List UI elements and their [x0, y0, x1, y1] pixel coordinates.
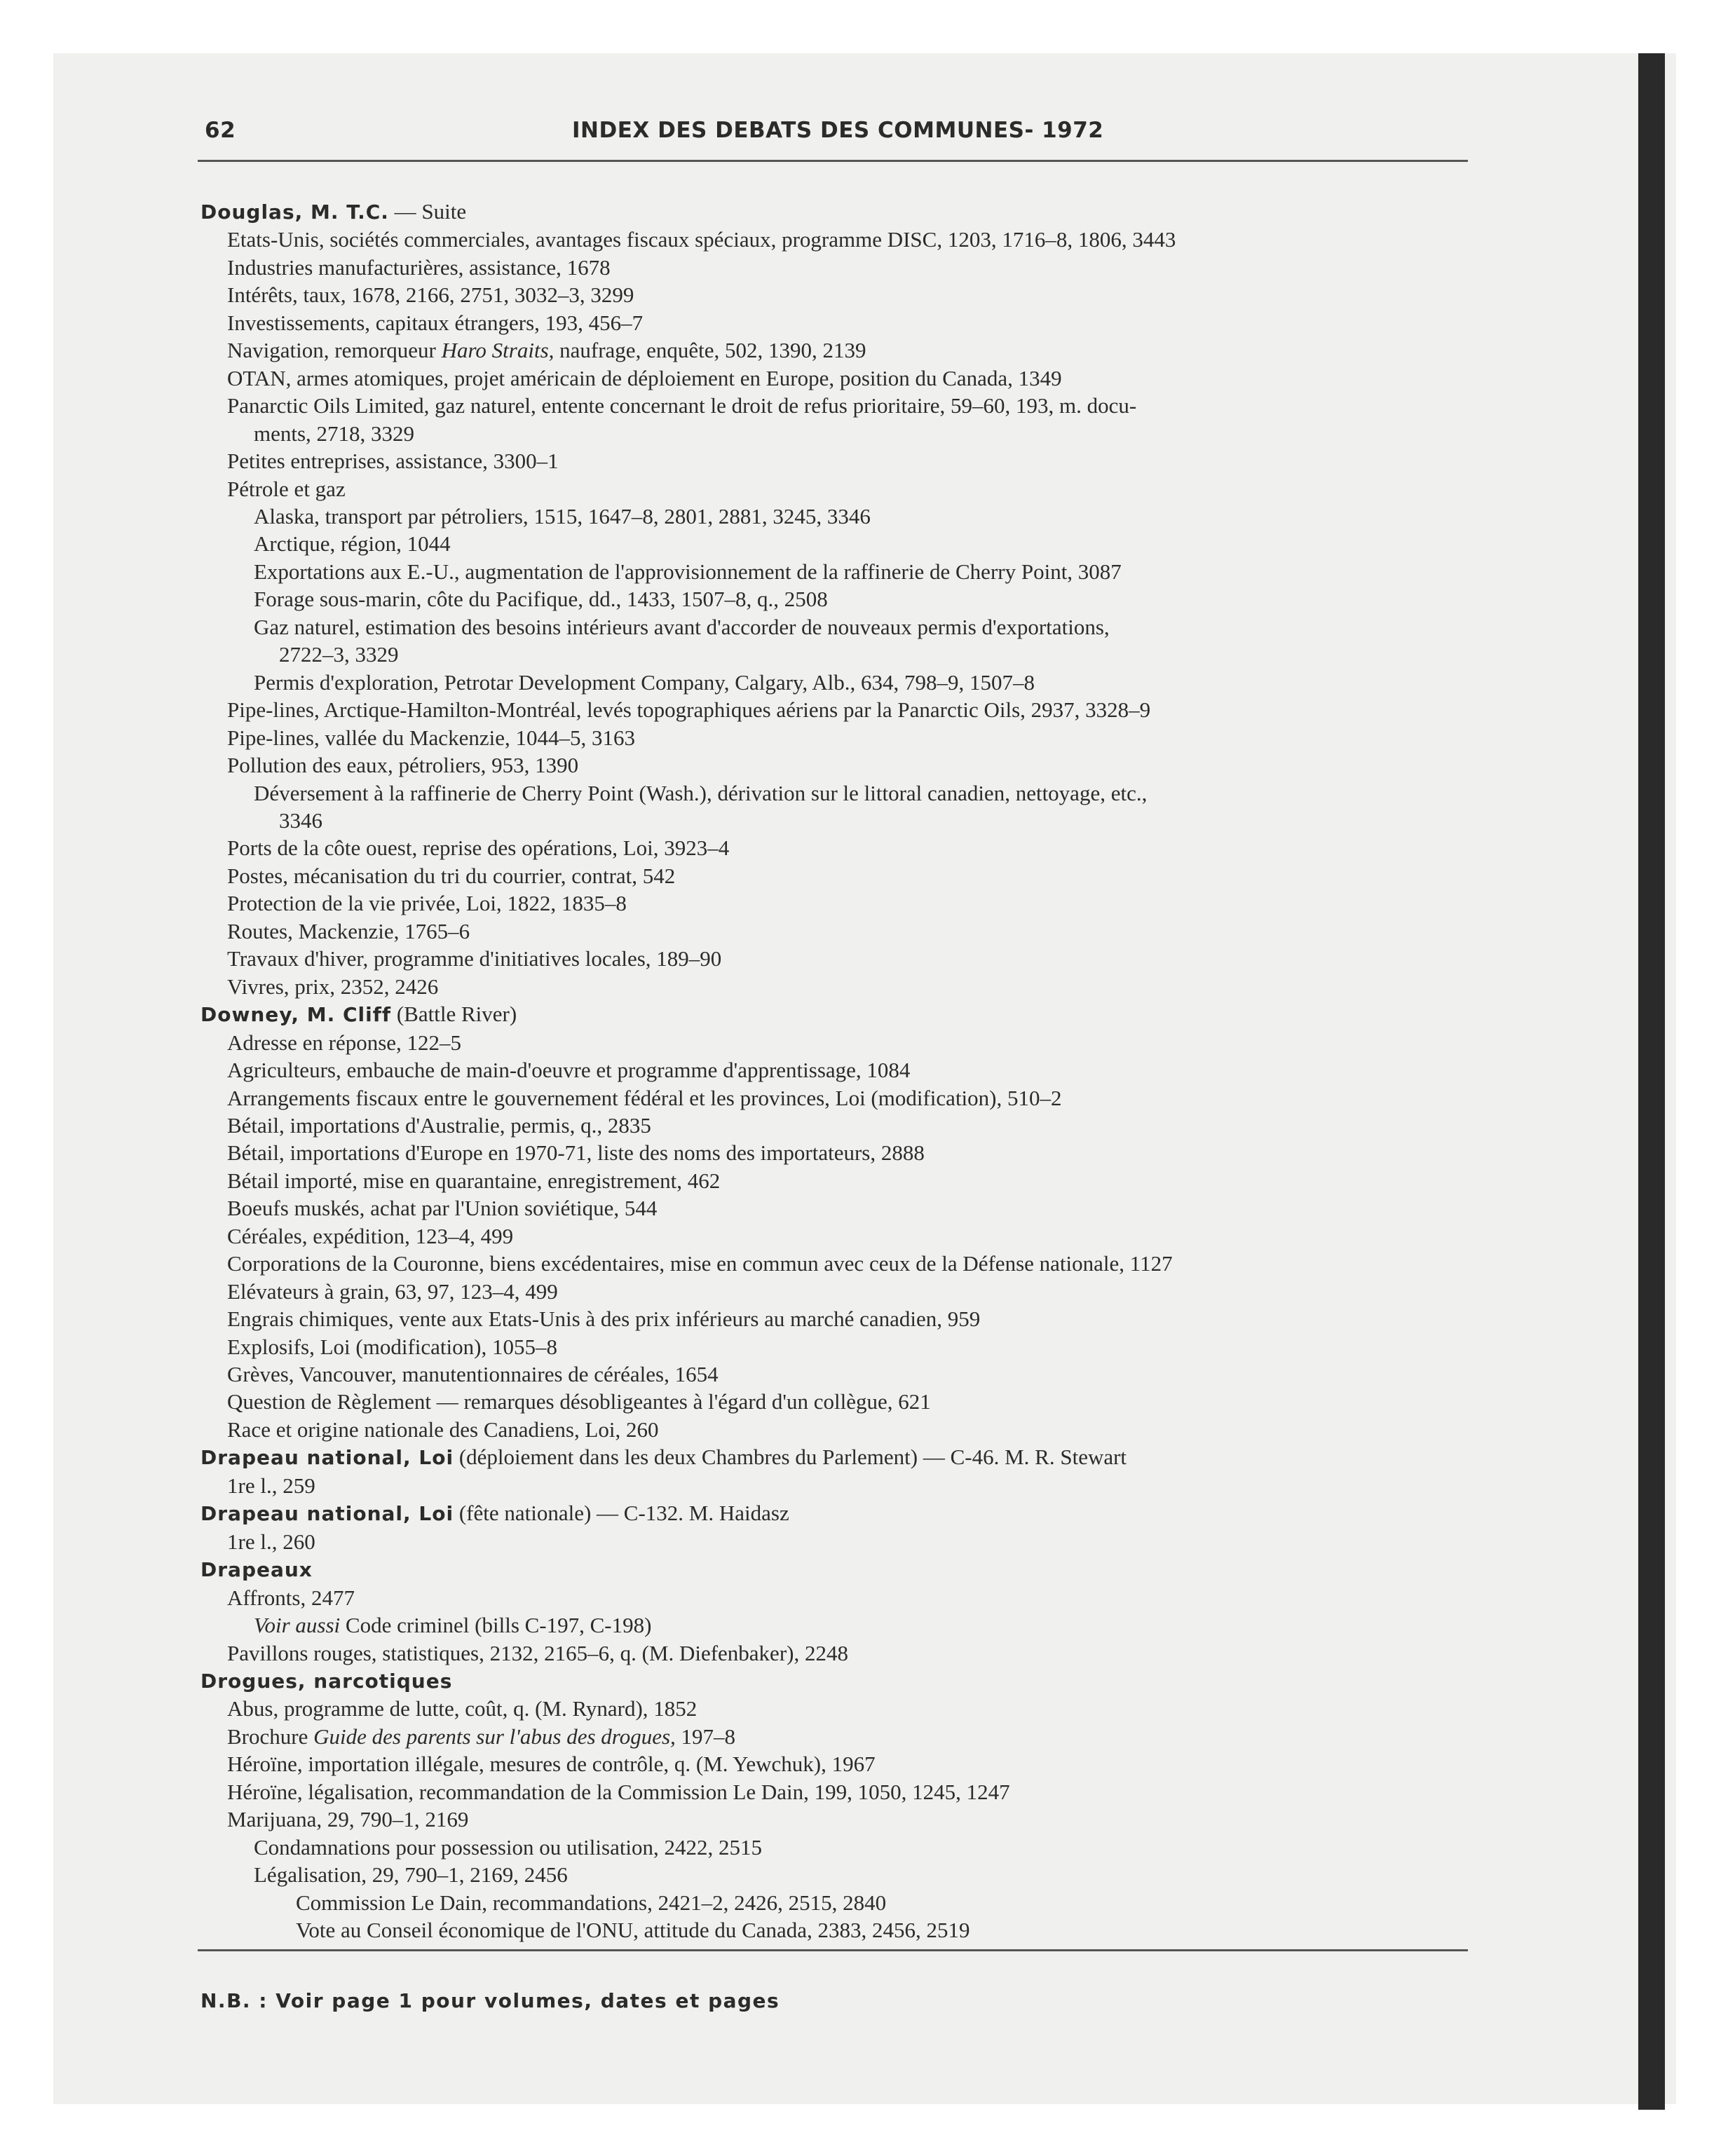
entry-text: 1re l., 260: [227, 1529, 315, 1554]
entry-text: Panarctic Oils Limited, gaz naturel, entente concernant le droit de refus prioritaire, 59–60, 193, m. docu-: [227, 393, 1137, 418]
entry-text: Petites entreprises, assistance, 3300–1: [227, 449, 559, 474]
index-subentry: [200, 834, 1469, 861]
entry-text: Arrangements fiscaux entre le gouvernement fédéral et les provinces, Loi (modification), 510–2: [227, 1085, 1062, 1110]
entry-text: (déploiement dans les deux Chambres du Parlement) — C-46. M. R. Stewart: [454, 1445, 1127, 1470]
entry-text: Intérêts, taux, 1678, 2166, 2751, 3032–3, 3299: [227, 282, 634, 308]
entry-text: (fête nationale) — C-132. M. Haidasz: [454, 1501, 789, 1526]
entry-text: Forage sous-marin, côte du Pacifique, dd., 1433, 1507–8, q., 2508: [254, 587, 828, 612]
entry-text: Travaux d'hiver, programme d'initiatives locales, 189–90: [227, 946, 722, 971]
heading-name: Drapeau national, Loi: [200, 1446, 454, 1470]
entry-text: Gaz naturel, estimation des besoins intérieurs avant d'accorder de nouveaux permis d'exportations,: [254, 614, 1110, 639]
entry-text: Adresse en réponse, 122–5: [227, 1030, 462, 1055]
entry-text: Code criminel (bills C-197, C-198): [340, 1613, 652, 1638]
index-subentry: [200, 1889, 1469, 1916]
index-subentry: [200, 889, 1469, 917]
index-subentry: [200, 751, 1469, 779]
entry-text: Pétrole et gaz: [227, 476, 346, 501]
index-heading: [200, 1667, 1469, 1695]
index-subentry: [200, 1056, 1469, 1084]
index-subentry: [200, 973, 1469, 1000]
entry-text: Bétail importé, mise en quarantaine, enregistrement, 462: [227, 1168, 721, 1193]
page-title: INDEX DES DEBATS DES COMMUNES- 1972: [572, 118, 1104, 143]
index-subentry: [200, 447, 1469, 475]
index-subentry: [200, 1360, 1469, 1388]
italic-title: Haro Straits,: [441, 338, 554, 363]
index-subentry: [200, 641, 1469, 668]
entry-text: Céréales, expédition, 123–4, 499: [227, 1223, 514, 1248]
index-subentry: [200, 530, 1469, 557]
index-subentry: [200, 1084, 1469, 1112]
index-subentry: [200, 420, 1469, 447]
index-subentry: [200, 1806, 1469, 1833]
index-subentry: [200, 558, 1469, 585]
cross-reference: Voir aussi: [254, 1613, 341, 1638]
entry-text: 197–8: [675, 1724, 736, 1749]
document-page: [198, 0, 1474, 2156]
entry-text: Elévateurs à grain, 63, 97, 123–4, 499: [227, 1278, 558, 1304]
index-subentry: [200, 1778, 1469, 1806]
index-subentry: [200, 585, 1469, 613]
index-subentry: [200, 696, 1469, 723]
heading-name: Drogues, narcotiques: [200, 1670, 453, 1693]
footnote: N.B. : Voir page 1 pour volumes, dates et pages: [200, 1989, 780, 2012]
entry-text: Industries manufacturières, assistance, 1678: [227, 254, 611, 280]
entry-text: Bétail, importations d'Australie, permis, q., 2835: [227, 1112, 651, 1138]
entry-text: Explosifs, Loi (modification), 1055–8: [227, 1334, 557, 1359]
entry-text: 2722–3, 3329: [279, 642, 399, 667]
heading-name: Drapeau national, Loi: [200, 1502, 454, 1526]
index-subentry: [200, 336, 1469, 364]
heading-name: Douglas, M. T.C.: [200, 200, 389, 224]
index-subentry: [200, 1584, 1469, 1611]
entry-text: Boeufs muskés, achat par l'Union soviétique, 544: [227, 1196, 658, 1221]
index-subentry: [200, 364, 1469, 392]
index-subentry: [200, 503, 1469, 530]
index-subentry: [200, 1029, 1469, 1056]
index-subentry: [200, 1278, 1469, 1305]
index-subentry: [200, 1528, 1469, 1555]
entry-text: Race et origine nationale des Canadiens, Loi, 260: [227, 1417, 659, 1442]
entry-text: Pipe-lines, Arctique-Hamilton-Montréal, levés topographiques aériens par la Panarctic Oils, 2937, 3328–9: [227, 697, 1151, 723]
entry-text: naufrage, enquête, 502, 1390, 2139: [554, 338, 866, 363]
entry-text: — Suite: [388, 199, 467, 224]
index-subentry: [200, 1472, 1469, 1499]
index-heading: [200, 1555, 1469, 1583]
index-subentry: [200, 917, 1469, 945]
index-subentry: [200, 281, 1469, 308]
entry-text: Question de Règlement — remarques désobligeantes à l'égard d'un collègue, 621: [227, 1389, 931, 1414]
entry-text: Postes, mécanisation du tri du courrier, contrat, 542: [227, 863, 676, 888]
entry-text: Condamnations pour possession ou utilisation, 2422, 2515: [254, 1834, 763, 1860]
index-subentry: [200, 1305, 1469, 1332]
index-subentry: [200, 1333, 1469, 1360]
index-subentry: [200, 309, 1469, 336]
entry-text: Bétail, importations d'Europe en 1970-71, liste des noms des importateurs, 2888: [227, 1140, 925, 1166]
entry-text: Brochure: [227, 1724, 314, 1749]
index-subentry: [200, 1112, 1469, 1139]
index-subentry: [200, 1639, 1469, 1667]
index-subentry: [200, 226, 1469, 253]
index-subentry: [200, 392, 1469, 419]
heading-name: Downey, M. Cliff: [200, 1003, 392, 1027]
entry-text: Navigation, remorqueur: [227, 338, 442, 363]
index-subentry: [200, 613, 1469, 641]
page-header: [200, 114, 1467, 150]
index-subentry: [200, 1139, 1469, 1166]
index-subentry: [200, 1750, 1469, 1778]
italic-title: Guide des parents sur l'abus des drogues,: [313, 1724, 676, 1749]
index-subentry: [200, 945, 1469, 972]
entry-text: Pollution des eaux, pétroliers, 953, 1390: [227, 753, 579, 778]
index-subentry: [200, 1222, 1469, 1250]
header-divider: [198, 160, 1468, 162]
entry-text: Légalisation, 29, 790–1, 2169, 2456: [254, 1862, 568, 1888]
entry-text: Agriculteurs, embauche de main-d'oeuvre et programme d'apprentissage, 1084: [227, 1058, 911, 1083]
entry-text: Grèves, Vancouver, manutentionnaires de céréales, 1654: [227, 1362, 719, 1387]
entry-text: Abus, programme de lutte, coût, q. (M. Rynard), 1852: [227, 1696, 698, 1721]
entry-text: Commission Le Dain, recommandations, 2421–2, 2426, 2515, 2840: [296, 1890, 887, 1915]
page-number: 62: [205, 118, 236, 143]
entry-text: 3346: [279, 807, 322, 833]
entry-text: Vote au Conseil économique de l'ONU, attitude du Canada, 2383, 2456, 2519: [296, 1918, 970, 1943]
index-subentry: [200, 669, 1469, 696]
index-subentry: [200, 1167, 1469, 1194]
entry-text: Arctique, région, 1044: [254, 531, 451, 557]
entry-text: Affronts, 2477: [227, 1585, 355, 1610]
index-entries: [200, 198, 1469, 1944]
heading-name: Drapeaux: [200, 1558, 313, 1582]
index-subentry: [200, 475, 1469, 503]
entry-text: Héroïne, importation illégale, mesures de contrôle, q. (M. Yewchuk), 1967: [227, 1752, 876, 1777]
entry-text: Déversement à la raffinerie de Cherry Point (Wash.), dérivation sur le littoral canadien, nettoyage, etc.,: [254, 780, 1148, 805]
entry-text: Protection de la vie privée, Loi, 1822, 1835–8: [227, 891, 627, 916]
index-subentry: [200, 1723, 1469, 1750]
entry-text: Engrais chimiques, vente aux Etats-Unis à des prix inférieurs au marché canadien, 959: [227, 1306, 981, 1332]
entry-text: Héroïne, légalisation, recommandation de la Commission Le Dain, 199, 1050, 1245, 1247: [227, 1779, 1010, 1804]
index-subentry: [200, 1834, 1469, 1861]
index-heading: [200, 1499, 1469, 1527]
entry-text: Investissements, capitaux étrangers, 193, 456–7: [227, 310, 644, 335]
entry-text: Marijuana, 29, 790–1, 2169: [227, 1807, 469, 1832]
index-subentry: [200, 807, 1469, 834]
index-subentry: [200, 1695, 1469, 1722]
index-subentry: [200, 1416, 1469, 1443]
entry-text: Alaska, transport par pétroliers, 1515, 1647–8, 2801, 2881, 3245, 3346: [254, 503, 871, 528]
index-subentry: [200, 1861, 1469, 1888]
index-subentry: [200, 1194, 1469, 1222]
entry-text: Corporations de la Couronne, biens excédentaires, mise en commun avec ceux de la Défense nationale, 1127: [227, 1251, 1173, 1276]
index-heading: [200, 1443, 1469, 1471]
entry-text: Vivres, prix, 2352, 2426: [227, 974, 439, 999]
entry-text: (Battle River): [391, 1002, 517, 1027]
index-subentry: [200, 1611, 1469, 1639]
index-subentry: [200, 1388, 1469, 1415]
index-heading: [200, 198, 1469, 226]
index-subentry: [200, 1250, 1469, 1277]
entry-text: Ports de la côte ouest, reprise des opérations, Loi, 3923–4: [227, 835, 730, 861]
footer-divider: [198, 1949, 1468, 1951]
index-subentry: [200, 724, 1469, 751]
entry-text: Exportations aux E.-U., augmentation de l'approvisionnement de la raffinerie de Cherry Point, 3087: [254, 559, 1122, 584]
entry-text: Permis d'exploration, Petrotar Development Company, Calgary, Alb., 634, 798–9, 1507–8: [254, 669, 1035, 695]
entry-text: ments, 2718, 3329: [254, 421, 415, 446]
entry-text: Pavillons rouges, statistiques, 2132, 2165–6, q. (M. Diefenbaker), 2248: [227, 1640, 848, 1665]
index-subentry: [200, 862, 1469, 889]
index-subentry: [200, 1916, 1469, 1944]
entry-text: Etats-Unis, sociétés commerciales, avantages fiscaux spéciaux, programme DISC, 1203, 1716–8, 1806, 3443: [227, 227, 1176, 252]
entry-text: OTAN, armes atomiques, projet américain de déploiement en Europe, position du Canada, 1349: [227, 365, 1062, 390]
index-heading: [200, 1000, 1469, 1028]
page-binding-edge: [1638, 53, 1665, 2110]
entry-text: Routes, Mackenzie, 1765–6: [227, 918, 470, 943]
entry-text: 1re l., 259: [227, 1473, 315, 1498]
index-subentry: [200, 254, 1469, 281]
entry-text: Pipe-lines, vallée du Mackenzie, 1044–5, 3163: [227, 725, 635, 750]
index-subentry: [200, 779, 1469, 807]
